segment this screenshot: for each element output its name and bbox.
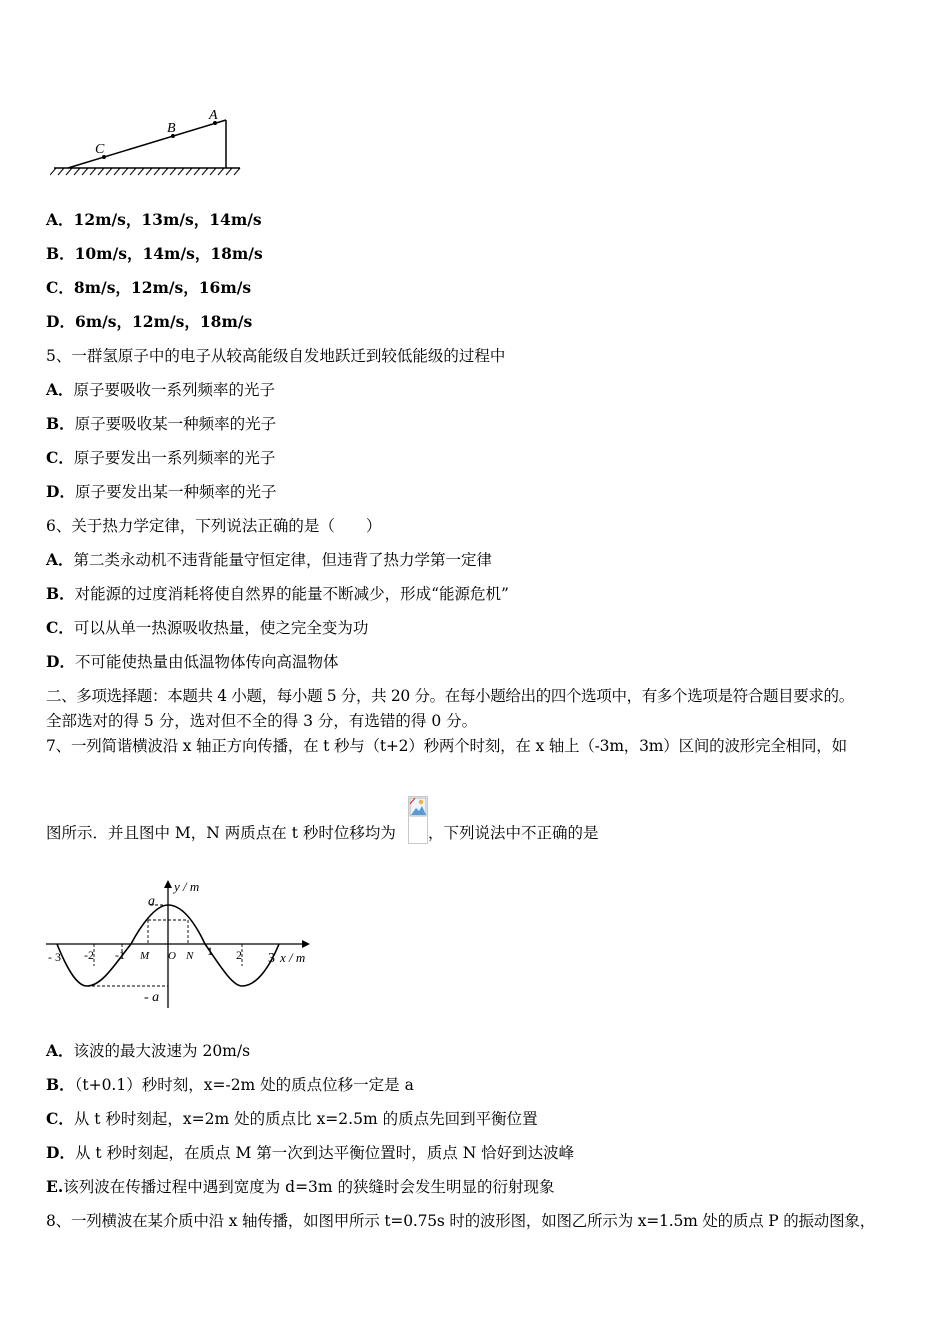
q4-option-c: C．8m/s，12m/s，16m/s — [46, 278, 252, 297]
amplitude-negative-label: - a — [144, 990, 160, 1005]
q7-wave-graph — [44, 876, 320, 1010]
q6-option-b: B．对能源的过度消耗将使自然界的能量不断减少，形成“能源危机” — [46, 584, 509, 603]
q7-option-c: C．从 t 秒时刻起，x=2m 处的质点比 x=2.5m 的质点先回到平衡位置 — [46, 1109, 538, 1128]
incline-figure — [50, 104, 245, 180]
amplitude-positive-label: a — [148, 894, 155, 909]
x-axis-label: x / m — [280, 950, 306, 965]
tick-m: M — [140, 950, 150, 962]
q7-stem-line2a: 图所示．并且图中 M，N 两质点在 t 秒时位移均为 — [46, 824, 396, 842]
tick-o: O — [168, 950, 176, 962]
tick-neg3: - 3 — [48, 950, 61, 964]
q7-option-b: B．（t+0.1）秒时刻，x=-2m 处的质点位移一定是 a — [46, 1075, 414, 1094]
q6-option-c: C．可以从单一热源吸收热量，使之完全变为功 — [46, 618, 369, 637]
tick-n: N — [186, 950, 194, 962]
q4-option-d: D．6m/s，12m/s，18m/s — [46, 312, 253, 331]
q4-option-a: A．12m/s，13m/s，14m/s — [46, 210, 262, 229]
q7-option-a: A．该波的最大波速为 20m/s — [46, 1041, 251, 1060]
q5-option-a: A．原子要吸收一系列频率的光子 — [46, 380, 276, 399]
y-axis-label: y / m — [174, 879, 200, 894]
tick-pos2: 2 — [236, 948, 242, 962]
q6-option-a: A．第二类永动机不违背能量守恒定律，但违背了热力学第一定律 — [46, 550, 493, 569]
broken-image-icon — [408, 796, 428, 844]
tick-pos3: 3 — [268, 951, 275, 966]
x-axis-arrow — [302, 940, 310, 948]
q7-stem-line2b: ，下列说法中不正确的是 — [428, 824, 599, 842]
tick-neg1: -1 — [115, 948, 125, 962]
label-c: C — [95, 142, 105, 157]
tick-neg2: -2 — [84, 948, 94, 962]
q5-option-c: C．原子要发出一系列频率的光子 — [46, 448, 276, 467]
q5-stem: 5、一群氢原子中的电子从较高能级自发地跃迁到较低能级的过程中 — [46, 347, 506, 365]
q5-option-d: D．原子要发出某一种频率的光子 — [46, 482, 277, 501]
q5-option-b: B．原子要吸收某一种频率的光子 — [46, 414, 277, 433]
q7-option-d: D．从 t 秒时刻起，在质点 M 第一次到达平衡位置时，质点 N 恰好到达波峰 — [46, 1143, 575, 1162]
section2-instructions-line1: 二、多项选择题：本题共 4 小题，每小题 5 分，共 20 分。在每小题给出的四个选项中，有多个选项是符合题目要求的。 — [46, 687, 854, 705]
tick-pos1: 1 — [207, 944, 213, 958]
q6-option-d: D．不可能使热量由低温物体传向高温物体 — [46, 652, 339, 671]
section2-instructions-line2: 全部选对的得 5 分，选对但不全的得 3 分，有选错的得 0 分。 — [46, 712, 478, 730]
q8-stem: 8、一列横波在某介质中沿 x 轴传播，如图甲所示 t=0.75s 时的波形图，如图乙所示为 x=1.5m 处的质点 P 的振动图象， — [46, 1212, 876, 1230]
q6-stem: 6、关于热力学定律，下列说法正确的是（ ） — [46, 517, 382, 535]
label-a: A — [209, 108, 218, 123]
q4-option-b: B．10m/s，14m/s，18m/s — [46, 244, 263, 263]
q7-option-e: E.该列波在传播过程中遇到宽度为 d=3m 的狭缝时会发生明显的衍射现象 — [46, 1177, 555, 1196]
y-axis-arrow — [164, 880, 172, 888]
q7-stem-line1: 7、一列简谐横波沿 x 轴正方向传播，在 t 秒与（t+2）秒两个时刻，在 x 轴上（-3m，3m）区间的波形完全相同，如 — [46, 737, 847, 755]
label-b: B — [167, 121, 176, 136]
